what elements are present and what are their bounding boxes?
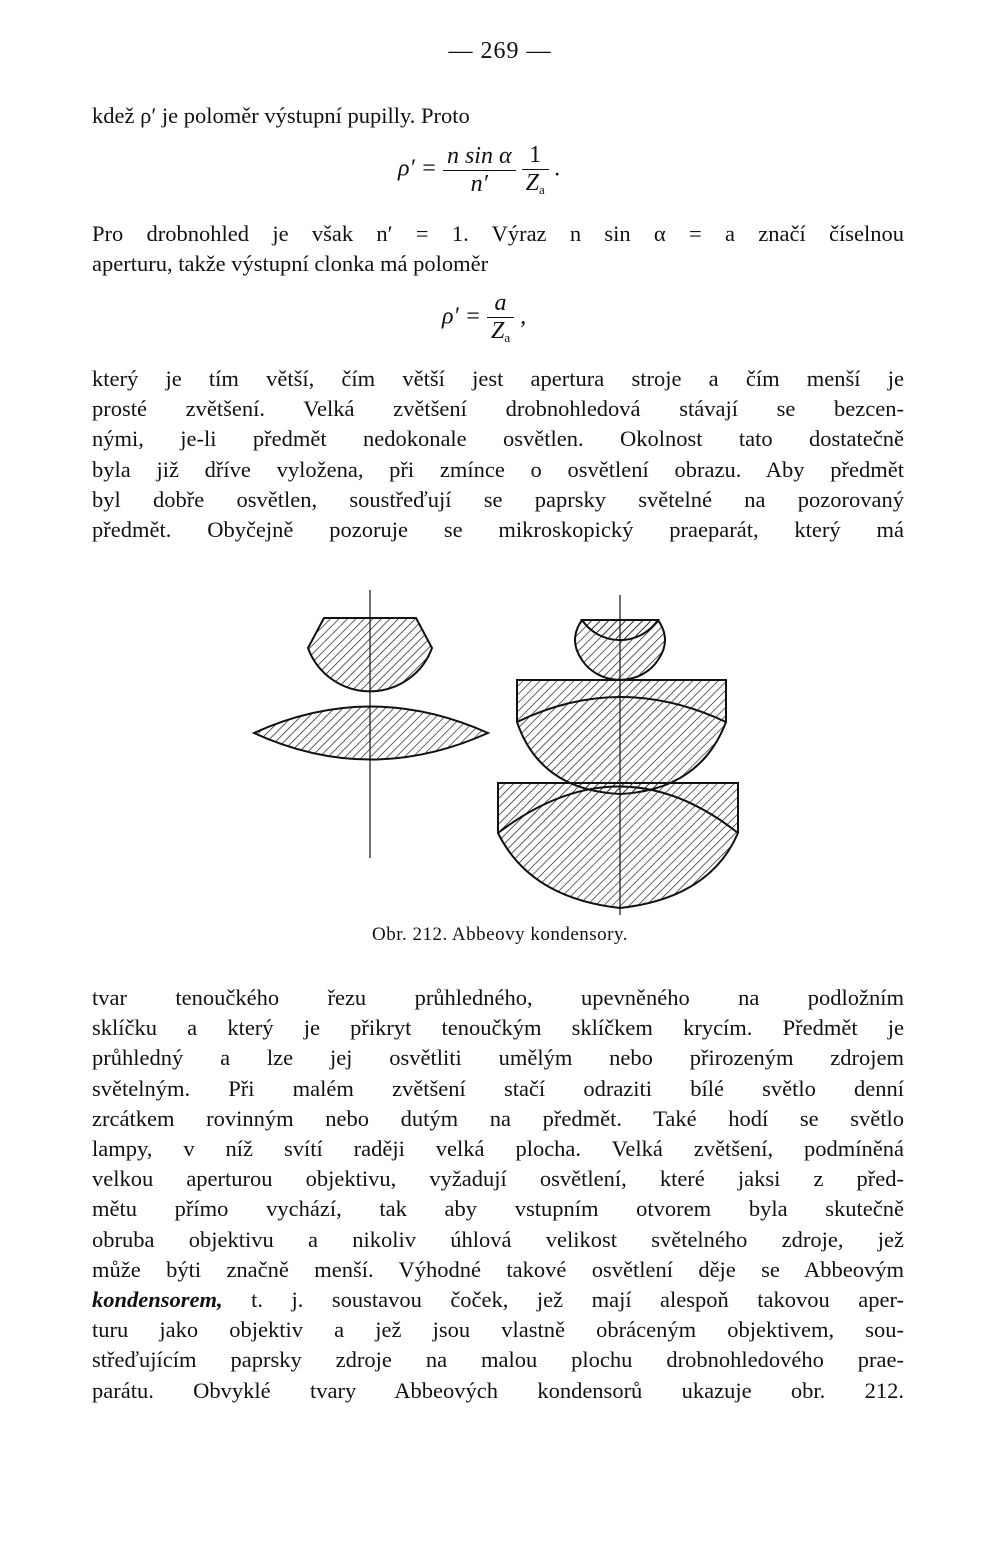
eq2-lhs: ρ′ =	[442, 303, 481, 330]
text-line: může býti značně menší. Výhodné takové osvětlení děje se Abbeovým	[92, 1256, 904, 1282]
eq1-denominator-2	[522, 170, 549, 198]
eq1-den2-base: Z	[525, 170, 539, 196]
text-line: předmět. Obyčejně pozoruje se mikroskopický praeparát, který má	[92, 517, 904, 543]
eq2-fraction	[487, 290, 514, 346]
eq2-den-sub: a	[504, 330, 511, 345]
eq1-fraction-1	[443, 143, 516, 198]
text-line: parátu. Obvyklé tvary Abbeových kondensorů ukazuje obr. 212.	[92, 1377, 904, 1403]
text-line: průhledný a lze jej osvětliti umělým nebo přirozeným zdrojem	[92, 1045, 904, 1071]
text-line: tvar tenoučkého řezu průhledného, upevněného na podložním	[92, 985, 904, 1010]
text-line: světelným. Při malém zvětšení stačí odraziti bílé světlo denní	[92, 1075, 904, 1101]
eq2-den-base: Z	[490, 318, 505, 344]
figure-caption: Obr. 212. Abbeovy kondensory.	[371, 924, 629, 945]
right-top-lens-body	[575, 620, 665, 680]
eq1-lhs: ρ′ =	[398, 155, 437, 182]
text-line: turu jako objektiv a jež jsou vlastně obráceným objektivem, sou-	[92, 1317, 904, 1343]
eq2-end: ,	[520, 303, 527, 330]
eq1-denominator: n′	[470, 170, 488, 197]
eq1-numerator: n sin α	[443, 143, 516, 171]
text-line: aperturu, takže výstupní clonka má poloměr	[92, 251, 489, 277]
text-line: Pro drobnohled je však n′ = 1. Výraz n sin α = a značí číselnou	[92, 221, 904, 246]
eq1-end: .	[554, 155, 561, 182]
keyword-kondensorem: kondensorem,	[92, 1287, 223, 1313]
text-line: byla již dříve vyložena, při zmínce o osvětlení obrazu. Aby předmět	[92, 456, 904, 482]
left-upper-lens	[308, 618, 432, 691]
text-line-rest: t. j. soustavou čoček, jež mají alespoň takovou aper-	[222, 1287, 904, 1313]
equation-2	[442, 290, 526, 346]
text-line: velkou aperturou objektivu, vyžadují osvětlení, které jaksi z před-	[92, 1166, 904, 1192]
paragraph-3	[92, 364, 904, 545]
text-line-keyword	[92, 1285, 904, 1315]
text-line: sklíčku a který je přikryt tenoučkým sklíčkem krycím. Předmět je	[92, 1015, 904, 1041]
left-lower-lens	[254, 707, 488, 760]
eq1-numerator-2: 1	[522, 142, 549, 170]
eq2-numerator: a	[487, 290, 514, 318]
abbe-condensers-figure	[240, 590, 760, 920]
text-line: nými, je-li předmět nedokonale osvětlen. Okolnost tato dostatečně	[92, 426, 904, 452]
intro-paragraph	[92, 101, 904, 131]
text-line: prosté zvětšení. Velká zvětšení drobnohledová stávají se bezcen-	[92, 396, 904, 422]
equation-1	[398, 142, 561, 198]
paragraph-4	[92, 983, 904, 1406]
eq1-fraction-2	[522, 142, 549, 198]
eq1-den2-sub: a	[538, 182, 545, 197]
text-line: kdež ρ′ je poloměr výstupní pupilly. Proto	[92, 103, 470, 128]
text-line: střeďujícím paprsky zdroje na malou plochu drobnohledového prae-	[92, 1347, 904, 1373]
text-line: mětu přímo vychází, tak aby vstupním otvorem byla skutečně	[92, 1196, 904, 1222]
text-line: lampy, v níž svítí raději velká plocha. Velká zvětšení, podmíněná	[92, 1136, 904, 1162]
text-line: obruba objektivu a nikoliv úhlová velikost světelného zdroje, jež	[92, 1226, 904, 1252]
eq2-denominator	[487, 318, 514, 346]
paragraph-2	[92, 219, 904, 279]
page-number: — 269 —	[448, 38, 552, 64]
text-line: zrcátkem rovinným nebo dutým na předmět. Také hodí se světlo	[92, 1105, 904, 1131]
text-line: byl dobře osvětlen, soustřeďují se paprsky světelné na pozorovaný	[92, 486, 904, 512]
right-bottom-lens	[498, 783, 738, 908]
text-line: který je tím větší, čím větší jest apertura stroje a čím menší je	[92, 366, 904, 391]
